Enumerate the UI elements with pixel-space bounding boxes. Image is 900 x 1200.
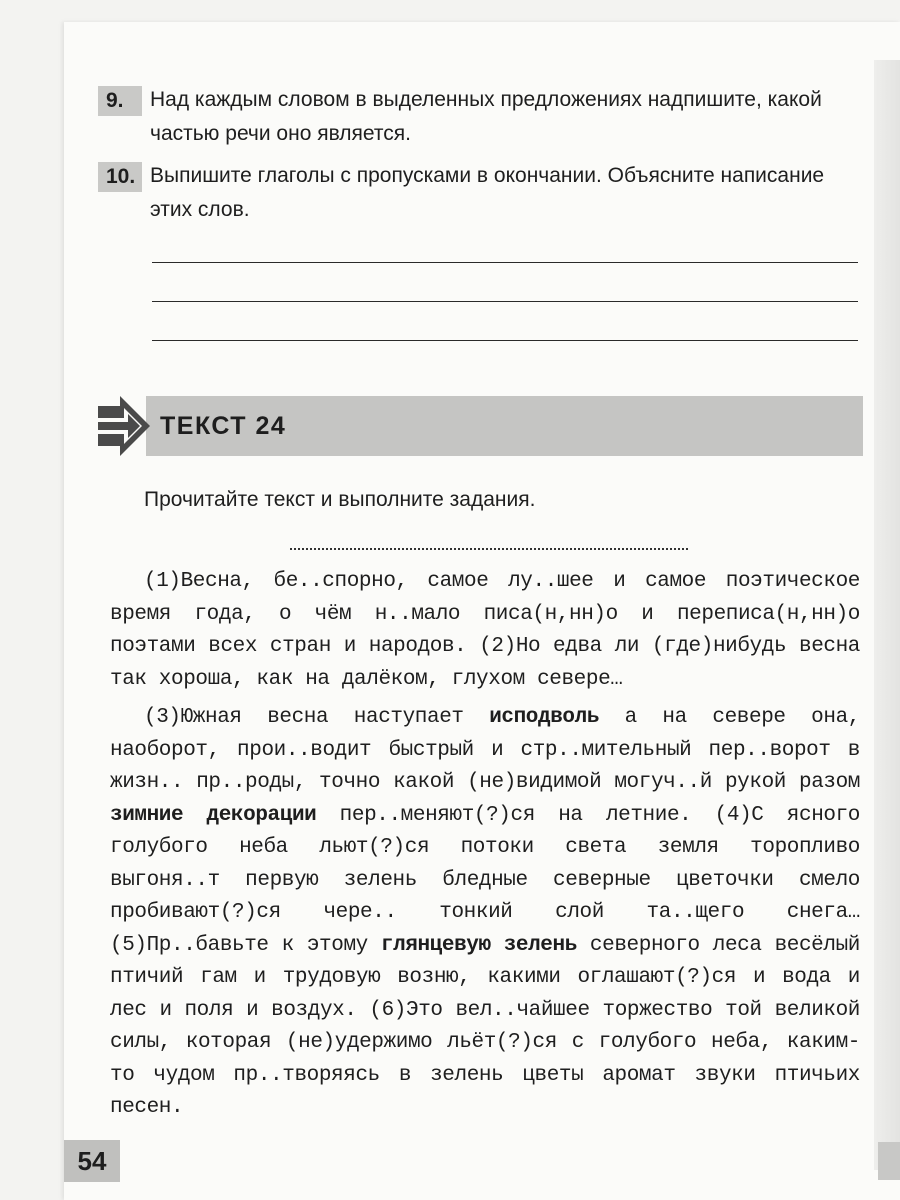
section-title-bar (146, 396, 863, 456)
task-number: 9. (98, 86, 142, 116)
page-number: 54 (64, 1140, 120, 1182)
answer-line[interactable] (152, 262, 858, 263)
highlighted-phrase: зимние декорации (110, 803, 317, 827)
arrow-icon (98, 396, 150, 456)
reading-passage (110, 566, 860, 1125)
task-number: 10. (98, 162, 142, 192)
answer-line[interactable] (152, 340, 858, 341)
passage-text: а на севере она, наоборот, прои..водит быстрый и стр..мительный пер..ворот в жизн.. пр..роды, точно какой (не)видимой могуч..й рукой разом (110, 706, 860, 794)
dotted-divider (290, 548, 688, 550)
highlighted-phrase: глянцевую зелень (380, 933, 577, 957)
paragraph-2 (110, 702, 860, 1125)
paragraph-1: (1)Весна, бе..спорно, самое лу..шее и самое поэтическое время года, о чём н..мало писа(н,нн)о и перепиca(н,нн)о поэтами всех стран и народов. (2)Но едва ли (где)нибудь весна так хороша, как на далёком, глухом севере… (110, 570, 860, 691)
task-9 (98, 86, 868, 151)
adjacent-page-edge (874, 60, 900, 1170)
task-text: Над каждым словом в выделенных предложениях надпишите, какой частью речи оно является. (150, 88, 822, 145)
section-header (98, 396, 863, 456)
answer-line[interactable] (152, 301, 858, 302)
instruction-text: Прочитайте текст и выполните задания. (144, 488, 536, 511)
passage-text: пер..меняют(?)ся на летние. (4)С ясного голубого неба льют(?)ся потоки света земля торопливо выгоня..т первую зелень бледные северные цветочки смело пробивают(?)ся чере.. тонкий слой та..щего снега… (5)Пр..бавьте к этому (110, 803, 861, 957)
passage-text: северного леса весёлый птичий гам и трудовую возню, какими оглашают(?)ся и вода и лес и поля и воздух. (6)Это вел..чайшее торжество той великой силы, которая (не)удержимо льёт(?)ся с голубого неба, каким-то чудом пр..творяясь в зелень цветы аромат звуки птичьих песен. (110, 933, 860, 1119)
corner-tab (878, 1142, 900, 1180)
passage-text: (3)Южная весна наступает (144, 706, 490, 729)
task-text: Выпишите глаголы с пропусками в окончании. Объясните написание этих слов. (150, 164, 825, 221)
task-10 (98, 162, 868, 227)
highlighted-word: исподволь (489, 706, 600, 729)
section-title: ТЕКСТ 24 (160, 411, 287, 440)
